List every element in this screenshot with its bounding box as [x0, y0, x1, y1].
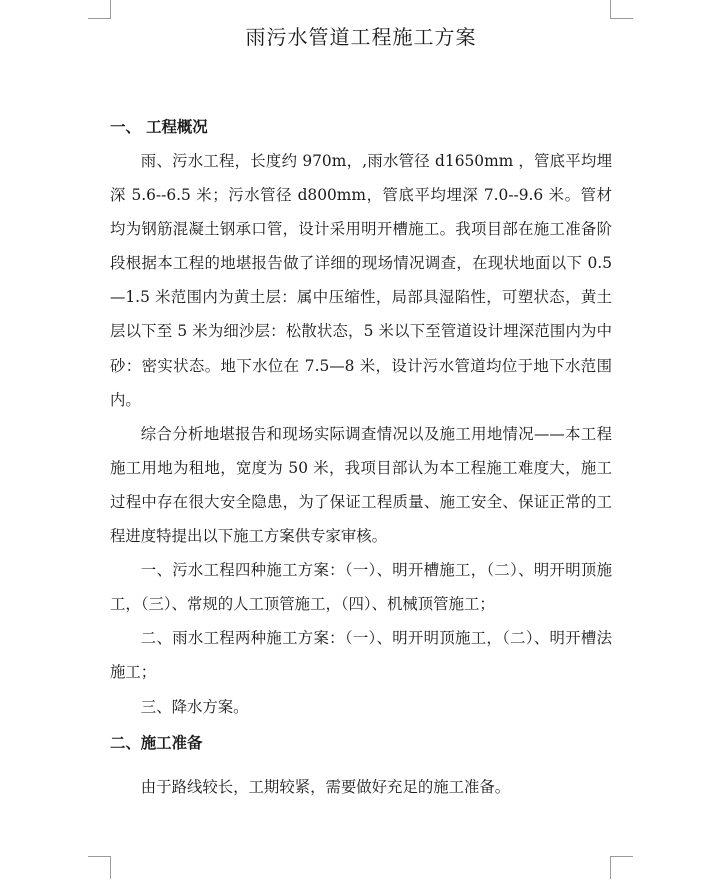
document-title: 雨污水管道工程施工方案: [245, 25, 477, 49]
section-heading-preparation: 二、施工准备: [110, 733, 203, 752]
paragraph-rainwater-plans: 二、雨水工程两种施工方案：（一）、明开明顶施工，（二）、明开槽法施工；: [110, 629, 612, 682]
paragraph-overview: 雨、污水工程，长度约 970m，,雨水管径 d1650mm ，管底平均埋深 5.6--6.5 米；污水管径 d800mm，管底平均埋深 7.0--9.6 米。管材均为钢筋混凝土钢承口管，设计采用明开槽施工。我项目部在施工准备阶段根据本工程的地堪报告做了详细的现场情况调查，在现状地面以下 0.5—1.5 米范围内为黄土层：属中压缩性，局部具湿陷性，可塑状态，黄土层以下至 5 米为细沙层：松散状态，5 米以下至管道设计埋深范围内为中砂：密实状态。地下水位在 7.5—8 米，设计污水管道均位于地下水范围内。: [110, 152, 612, 409]
document-page: [110, 18, 612, 804]
page-corner-mark-top-left: [88, 0, 111, 19]
paragraph-dewatering-plan: 三、降水方案。: [140, 697, 249, 716]
page-corner-mark-top-right: [610, 0, 633, 19]
paragraph-sewage-plans: 一、污水工程四种施工方案：（一）、明开槽施工，（二）、明开明顶施工，（三）、常规的人工顶管施工，（四）、机械顶管施工；: [110, 561, 612, 614]
paragraph-analysis: 综合分析地堪报告和现场实际调查情况以及施工用地情况——本工程施工用地为租地，宽度为 50 米，我项目部认为本工程施工难度大，施工过程中存在很大安全隐患，为了保证工程质量、施工安全、保证正常的工程进度特提出以下施工方案供专家审核。: [110, 424, 612, 546]
page-corner-mark-bottom-right: [610, 856, 633, 879]
page-corner-mark-bottom-left: [88, 856, 111, 879]
paragraph-preparation: 由于路线较长，工期较紧，需要做好充足的施工准备。: [140, 777, 511, 796]
section-heading-overview: 一、 工程概况: [110, 118, 208, 136]
